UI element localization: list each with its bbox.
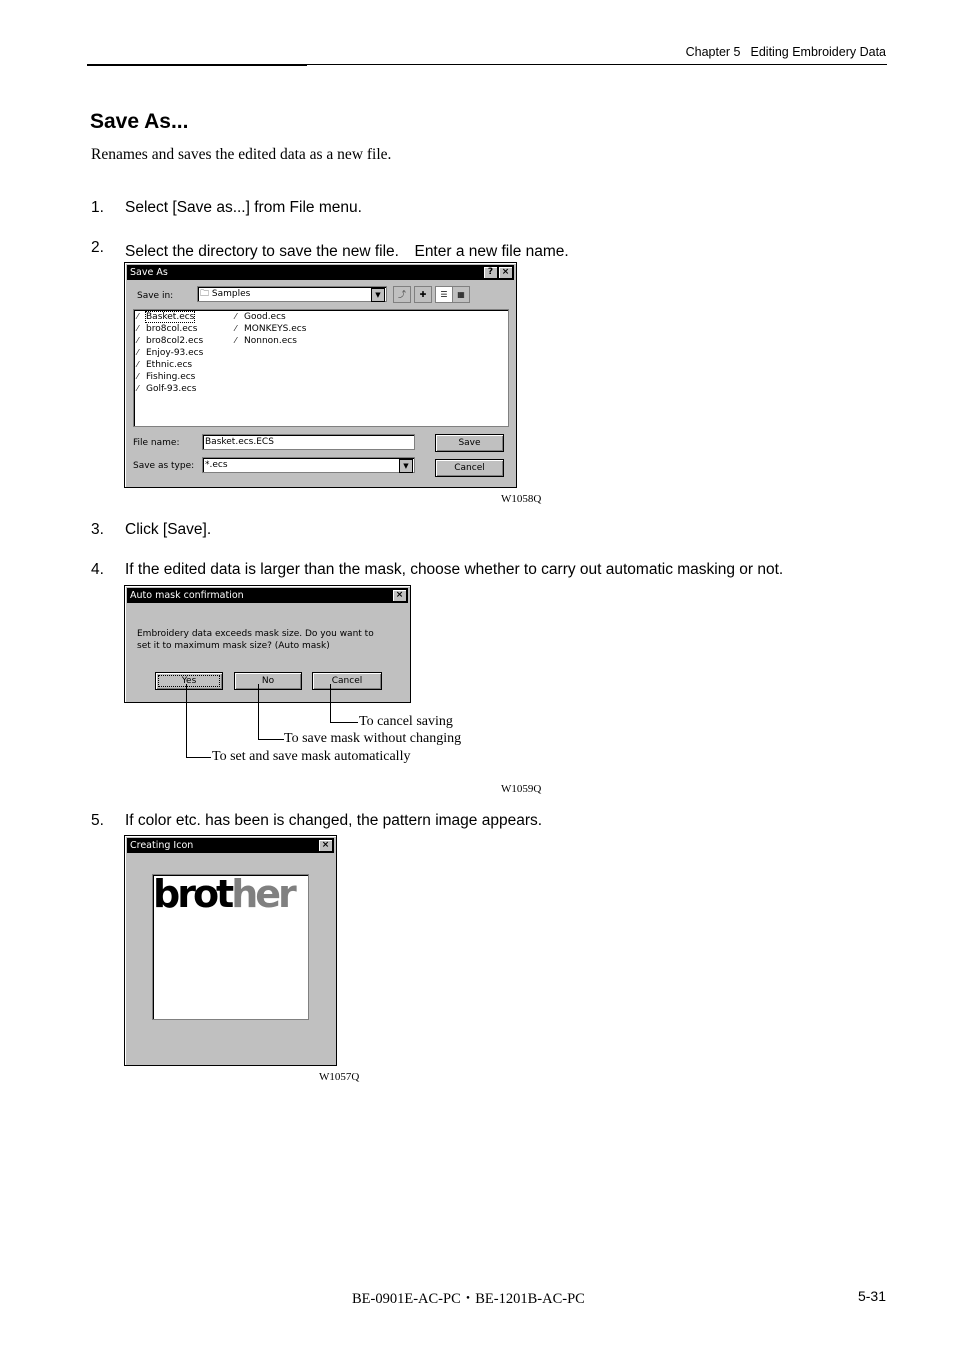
creating-icon-dialog	[124, 835, 337, 1066]
logo-part-1: brot	[153, 872, 232, 916]
section-title: Save As...	[90, 110, 189, 133]
step-number: 3.	[91, 521, 104, 538]
note-yes: To set and save mask automatically	[212, 749, 411, 764]
header-rule-accent	[87, 65, 307, 66]
file-item[interactable]	[235, 336, 297, 346]
file-name: MONKEYS.ecs	[244, 324, 307, 334]
figure-code: W1059Q	[501, 783, 542, 795]
file-name: Golf-93.ecs	[146, 384, 197, 394]
file-name: Good.ecs	[244, 312, 286, 322]
file-item[interactable]	[137, 348, 203, 358]
step-text: Click [Save].	[125, 521, 212, 538]
chevron-down-icon[interactable]: ▼	[371, 288, 385, 302]
yes-button[interactable]: Yes	[155, 672, 223, 690]
file-icon: ⁄	[137, 372, 139, 381]
file-icon: ⁄	[235, 336, 237, 345]
intro-text: Renames and saves the edited data as a new file.	[91, 146, 392, 163]
cancel-button[interactable]: Cancel	[312, 672, 382, 690]
chevron-down-icon[interactable]: ▼	[399, 459, 413, 473]
file-item[interactable]	[137, 336, 203, 346]
file-icon: ⁄	[137, 312, 139, 321]
header-section: Editing Embroidery Data	[750, 45, 886, 59]
list-view-icon[interactable]: ☰	[435, 286, 453, 303]
save-as-title: Save As	[130, 267, 168, 278]
close-button[interactable]: ×	[318, 839, 333, 852]
toolbar	[393, 286, 473, 303]
file-name-label: File name:	[133, 438, 180, 448]
save-in-dropdown[interactable]	[197, 286, 387, 302]
file-icon: ⁄	[235, 324, 237, 333]
note-no: To save mask without changing	[284, 731, 462, 746]
auto-mask-titlebar	[127, 588, 408, 603]
save-type-label: Save as type:	[133, 461, 195, 471]
save-type-dropdown[interactable]	[202, 457, 415, 473]
file-name: Enjoy-93.ecs	[146, 348, 204, 358]
file-name: bro8col.ecs	[146, 324, 198, 334]
close-button[interactable]: ×	[498, 266, 513, 279]
file-name-input[interactable]: Basket.ecs.ECS	[202, 434, 415, 450]
page-number: 5-31	[857, 1288, 886, 1304]
step-text: If the edited data is larger than the mask, choose whether to carry out automatic masking or not.	[125, 561, 784, 578]
cancel-button[interactable]: Cancel	[435, 459, 504, 477]
leader-line-yes	[186, 684, 211, 758]
step-text: Select [Save as...] from File menu.	[125, 199, 362, 216]
file-item[interactable]	[235, 312, 286, 322]
save-as-dialog	[124, 262, 517, 488]
creating-icon-title: Creating Icon	[130, 840, 194, 851]
no-button[interactable]: No	[234, 672, 302, 690]
file-item[interactable]	[137, 360, 192, 370]
up-folder-icon[interactable]: ⤴	[393, 286, 411, 303]
creating-icon-titlebar	[127, 838, 334, 853]
save-button[interactable]: Save	[435, 434, 504, 452]
brother-logo	[153, 872, 294, 916]
file-name: Basket.ecs	[146, 312, 195, 322]
file-name: Ethnic.ecs	[146, 360, 193, 370]
file-icon: ⁄	[137, 336, 139, 345]
figure-code: W1057Q	[319, 1071, 360, 1083]
icon-preview	[152, 874, 309, 1020]
folder-icon: 🗀	[200, 289, 212, 299]
step-number: 4.	[91, 561, 104, 578]
file-item[interactable]	[137, 324, 197, 334]
message-line-1: Embroidery data exceeds mask size. Do you want to	[137, 629, 374, 639]
close-button[interactable]: ×	[392, 589, 407, 602]
figure-code: W1058Q	[501, 493, 542, 505]
running-header	[686, 45, 886, 59]
file-icon: ⁄	[137, 384, 139, 393]
file-name: Fishing.ecs	[146, 372, 196, 382]
save-in-value: Samples	[211, 289, 251, 299]
file-list[interactable]	[133, 309, 509, 427]
save-in-label: Save in:	[137, 291, 174, 301]
help-button[interactable]: ?	[483, 266, 498, 279]
footer-model: BE-0901E-AC-PC・BE-1201B-AC-PC	[352, 1291, 585, 1307]
file-item[interactable]	[137, 312, 194, 322]
file-name: Nonnon.ecs	[244, 336, 297, 346]
note-cancel: To cancel saving	[359, 714, 453, 729]
step-text: Select the directory to save the new file. Enter a new file name.	[125, 243, 569, 260]
step-text: If color etc. has been is changed, the pattern image appears.	[125, 812, 543, 829]
step-number: 1.	[91, 199, 104, 216]
file-item[interactable]	[235, 324, 306, 334]
details-view-icon[interactable]: ▦	[452, 286, 470, 303]
file-item[interactable]	[137, 384, 196, 394]
file-name: bro8col2.ecs	[146, 336, 204, 346]
leader-line-cancel	[330, 684, 358, 723]
new-folder-icon[interactable]: ✚	[414, 286, 432, 303]
file-item[interactable]	[137, 372, 195, 382]
header-chapter: Chapter 5	[685, 45, 741, 59]
save-as-titlebar	[127, 265, 514, 280]
logo-part-2: her	[231, 872, 294, 916]
leader-line-no	[258, 684, 284, 740]
file-icon: ⁄	[137, 348, 139, 357]
auto-mask-title: Auto mask confirmation	[130, 590, 244, 601]
message-line-2: set it to maximum mask size? (Auto mask)	[137, 641, 330, 651]
save-type-value: *.ecs	[205, 460, 228, 470]
file-icon: ⁄	[235, 312, 237, 321]
file-icon: ⁄	[137, 324, 139, 333]
file-icon: ⁄	[137, 360, 139, 369]
step-number: 2.	[91, 239, 104, 256]
step-number: 5.	[91, 812, 104, 829]
